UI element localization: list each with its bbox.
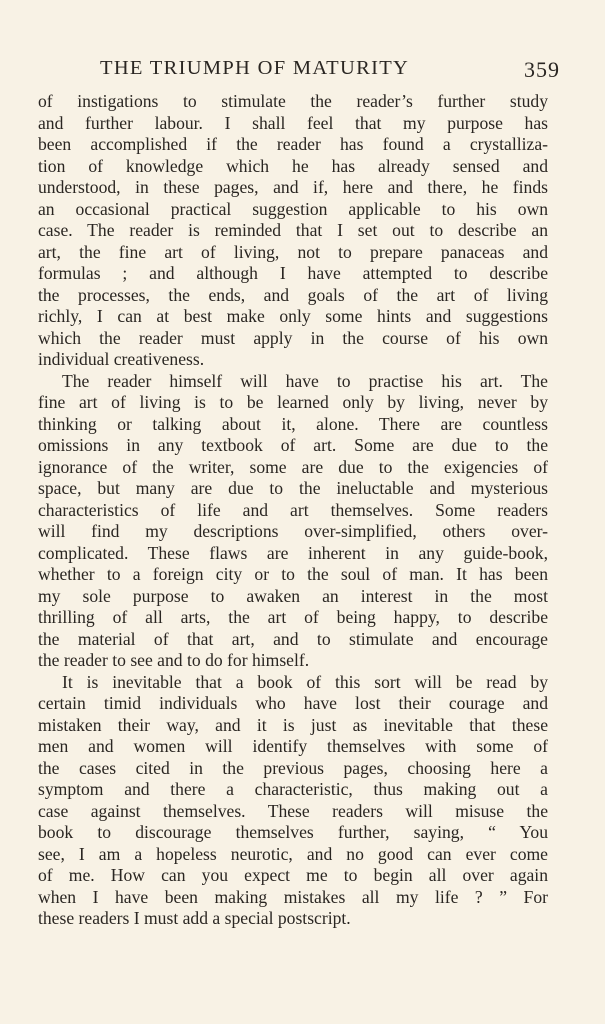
text-line: of me. How can you expect me to begin all over again: [38, 865, 548, 885]
text-line: of instigations to stimulate the reader’s further study: [38, 91, 548, 111]
text-line: when I have been making mistakes all my life ? ” For: [38, 886, 548, 907]
text-line: my sole purpose to awaken an interest in the most: [38, 585, 548, 606]
text-line: the processes, the ends, and goals of the art of living: [38, 284, 548, 305]
running-title: THE TRIUMPH OF MATURITY: [100, 57, 410, 79]
text-line: fine art of living is to be learned only by living, never by: [38, 392, 548, 412]
text-line: It is inevitable that a book of this sort will be read by: [62, 671, 548, 692]
text-line: formulas ; and although I have attempted to describe: [38, 263, 548, 283]
text-line: thinking or talking about it, alone. There are countless: [38, 413, 548, 434]
text-line: case. The reader is reminded that I set out to describe an: [38, 220, 548, 240]
text-line: been accomplished if the reader has found a crystalliza-: [38, 134, 548, 154]
text-line: thrilling of all arts, the art of being happy, to describe: [38, 607, 548, 627]
text-line: tion of knowledge which he has already sensed and: [38, 155, 548, 176]
text-line: characteristics of life and art themselves. Some readers: [38, 499, 548, 520]
text-line: The reader himself will have to practise his art. The: [62, 370, 548, 391]
text-line: will find my descriptions over-simplified, others over-: [38, 521, 548, 541]
text-line: understood, in these pages, and if, here and there, he finds: [38, 177, 548, 197]
text-line: whether to a foreign city or to the soul of man. It has been: [38, 564, 548, 584]
text-line: these readers I must add a special postscript.: [38, 908, 351, 928]
text-line: art, the fine art of living, not to prepare panaceas and: [38, 241, 548, 262]
page-number: 359: [524, 57, 560, 82]
text-line: see, I am a hopeless neurotic, and no good can ever come: [38, 843, 548, 864]
text-line: the material of that art, and to stimulate and encourage: [38, 628, 548, 649]
text-line: the cases cited in the previous pages, choosing here a: [38, 757, 548, 778]
text-line: certain timid individuals who have lost their courage and: [38, 693, 548, 713]
text-line: men and women will identify themselves with some of: [38, 736, 548, 756]
text-line: ignorance of the writer, some are due to the exigencies of: [38, 456, 548, 477]
text-line: omissions in any textbook of art. Some are due to the: [38, 435, 548, 455]
running-head: [100, 54, 560, 82]
text-line: case against themselves. These readers will misuse the: [38, 800, 548, 821]
text-line: book to discourage themselves further, saying, “ You: [38, 822, 548, 842]
text-line: space, but many are due to the ineluctable and mysterious: [38, 478, 548, 498]
text-line: an occasional practical suggestion applicable to his own: [38, 198, 548, 219]
text-line: richly, I can at best make only some hints and suggestions: [38, 306, 548, 326]
text-line: the reader to see and to do for himself.: [38, 650, 310, 670]
text-line: individual creativeness.: [38, 349, 205, 369]
body-text: [38, 91, 548, 930]
text-line: which the reader must apply in the course of his own: [38, 327, 548, 348]
text-line: complicated. These flaws are inherent in any guide-book,: [38, 542, 548, 563]
text-line: symptom and there a characteristic, thus making out a: [38, 779, 548, 799]
text-line: and further labour. I shall feel that my purpose has: [38, 112, 548, 133]
text-line: mistaken their way, and it is just as inevitable that these: [38, 714, 548, 735]
